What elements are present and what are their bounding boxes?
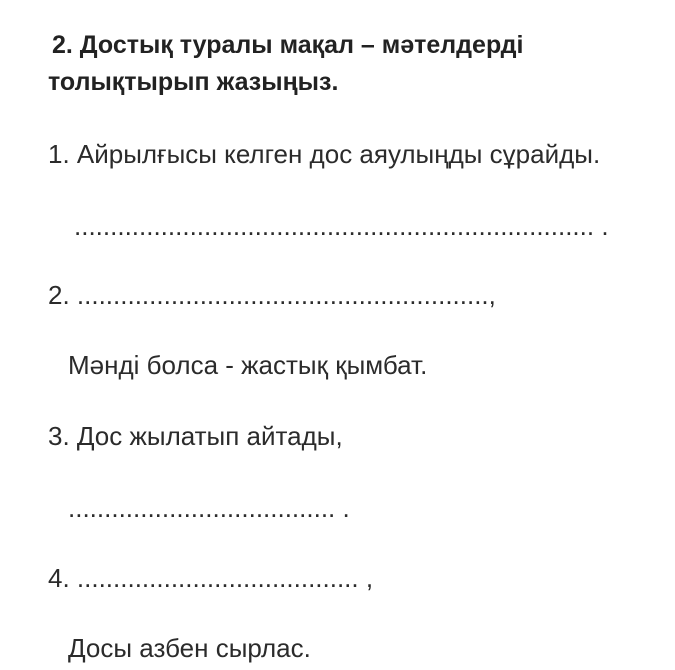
proverb-2-blank: 2. ........................................................., xyxy=(48,280,496,310)
proverb-4-line-2: Досы азбен сырлас. xyxy=(68,633,311,663)
proverb-2-line-2: Мәнді болса - жастық қымбат. xyxy=(68,350,428,380)
proverb-4-blank: 4. ....................................... , xyxy=(48,563,374,593)
task-title-line-2: толықтырып жазыңыз. xyxy=(48,68,339,96)
task-title-line-1: 2. Достық туралы мақал – мәтелдерді xyxy=(52,31,524,59)
proverb-3-blank: ..................................... . xyxy=(68,493,350,523)
proverb-1-blank: ........................................................................ . xyxy=(74,211,609,241)
proverb-1-line-1: 1. Айрылғысы келген дос аяулыңды сұрайды. xyxy=(48,139,601,169)
proverb-3-line-1: 3. Дос жылатып айтады, xyxy=(48,421,343,451)
